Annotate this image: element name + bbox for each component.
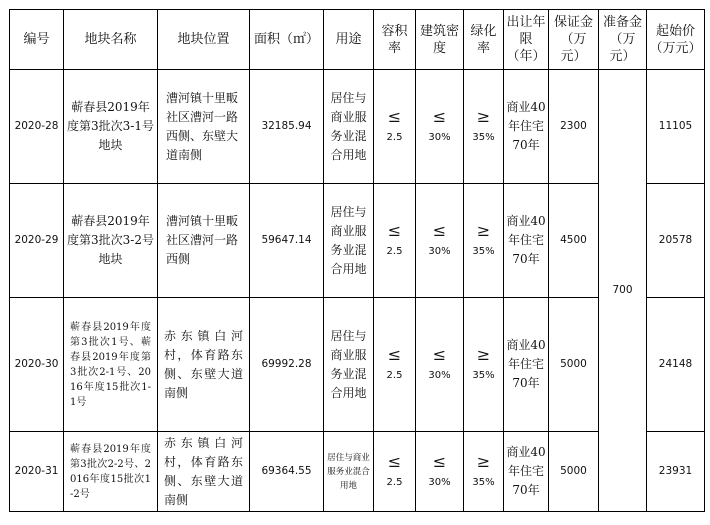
cell-use: 居住与商业服务业混合用地 [324, 70, 374, 184]
density-value: 30% [428, 477, 451, 488]
green-value: 35% [472, 477, 495, 488]
cell-density [416, 432, 464, 512]
far-value: 2.5 [386, 246, 403, 257]
green-value: 35% [472, 370, 495, 381]
header-far: 容积率 [374, 10, 416, 70]
header-location: 地块位置 [158, 10, 250, 70]
cell-use: 居住与商业服务业混合用地 [324, 184, 374, 298]
cell-name: 蕲春县2019年度第3批次2-2号、2016年度15批次1-2号 [64, 432, 158, 512]
cell-density [416, 298, 464, 432]
land-auction-table [9, 9, 705, 512]
cell-reserve: 700 [599, 70, 647, 512]
cell-green [464, 432, 504, 512]
header-green: 绿化率 [464, 10, 504, 70]
cell-area: 59647.14 [250, 184, 324, 298]
cell-start-price: 11105 [647, 70, 705, 184]
green-operator: ≥ [476, 452, 491, 471]
density-operator: ≤ [432, 345, 447, 364]
cell-deposit: 5000 [549, 432, 599, 512]
density-value: 30% [428, 132, 451, 143]
green-operator: ≥ [476, 345, 491, 364]
header-density: 建筑密度 [416, 10, 464, 70]
cell-name: 蕲春县2019年度第3批次1号、蕲春县2019年度第3批次2-1号、2016年度15批次1-1号 [64, 298, 158, 432]
cell-location: 漕河镇十里畈社区漕河一路西侧 [158, 184, 250, 298]
cell-id: 2020-28 [10, 70, 64, 184]
cell-id: 2020-31 [10, 432, 64, 512]
cell-start-price: 20578 [647, 184, 705, 298]
cell-term: 商业40年住宅70年 [504, 432, 549, 512]
far-operator: ≤ [387, 221, 402, 240]
cell-start-price: 24148 [647, 298, 705, 432]
far-value: 2.5 [386, 132, 403, 143]
green-operator: ≥ [476, 221, 491, 240]
far-value: 2.5 [386, 370, 403, 381]
cell-green [464, 70, 504, 184]
density-value: 30% [428, 370, 451, 381]
header-reserve: 准备金（万元） [599, 10, 647, 70]
cell-area: 32185.94 [250, 70, 324, 184]
cell-density [416, 184, 464, 298]
header-deposit: 保证金（万元） [549, 10, 599, 70]
far-operator: ≤ [387, 345, 402, 364]
cell-deposit: 2300 [549, 70, 599, 184]
density-value: 30% [428, 246, 451, 257]
green-value: 35% [472, 246, 495, 257]
cell-deposit: 4500 [549, 184, 599, 298]
density-operator: ≤ [432, 452, 447, 471]
cell-start-price: 23931 [647, 432, 705, 512]
density-operator: ≤ [432, 221, 447, 240]
density-operator: ≤ [432, 107, 447, 126]
cell-location: 赤东镇白河村，体育路东侧、东壁大道南侧 [158, 432, 250, 512]
cell-location: 漕河镇十里畈社区漕河一路西侧、东壁大道南侧 [158, 70, 250, 184]
header-row [10, 10, 705, 70]
far-value: 2.5 [386, 477, 403, 488]
cell-far [374, 432, 416, 512]
cell-far [374, 70, 416, 184]
cell-id: 2020-30 [10, 298, 64, 432]
header-start-price: 起始价（万元） [647, 10, 705, 70]
cell-location: 赤东镇白河村，体育路东侧、东壁大道南侧 [158, 298, 250, 432]
cell-use: 居住与商业服务业混合用地 [324, 298, 374, 432]
header-name: 地块名称 [64, 10, 158, 70]
cell-far [374, 298, 416, 432]
cell-density [416, 70, 464, 184]
header-area: 面积（㎡） [250, 10, 324, 70]
cell-green [464, 184, 504, 298]
cell-term: 商业40年住宅70年 [504, 298, 549, 432]
cell-deposit: 5000 [549, 298, 599, 432]
cell-far [374, 184, 416, 298]
cell-id: 2020-29 [10, 184, 64, 298]
cell-term: 商业40年住宅70年 [504, 70, 549, 184]
cell-area: 69364.55 [250, 432, 324, 512]
cell-use: 居住与商业服务业混合用地 [324, 432, 374, 512]
far-operator: ≤ [387, 107, 402, 126]
table-row [10, 70, 705, 184]
green-operator: ≥ [476, 107, 491, 126]
cell-area: 69992.28 [250, 298, 324, 432]
cell-term: 商业40年住宅70年 [504, 184, 549, 298]
green-value: 35% [472, 132, 495, 143]
header-use: 用途 [324, 10, 374, 70]
cell-green [464, 298, 504, 432]
header-id: 编号 [10, 10, 64, 70]
far-operator: ≤ [387, 452, 402, 471]
cell-name: 蕲春县2019年度第3批次3-2号地块 [64, 184, 158, 298]
cell-name: 蕲春县2019年度第3批次3-1号地块 [64, 70, 158, 184]
header-term: 出让年限（年） [504, 10, 549, 70]
